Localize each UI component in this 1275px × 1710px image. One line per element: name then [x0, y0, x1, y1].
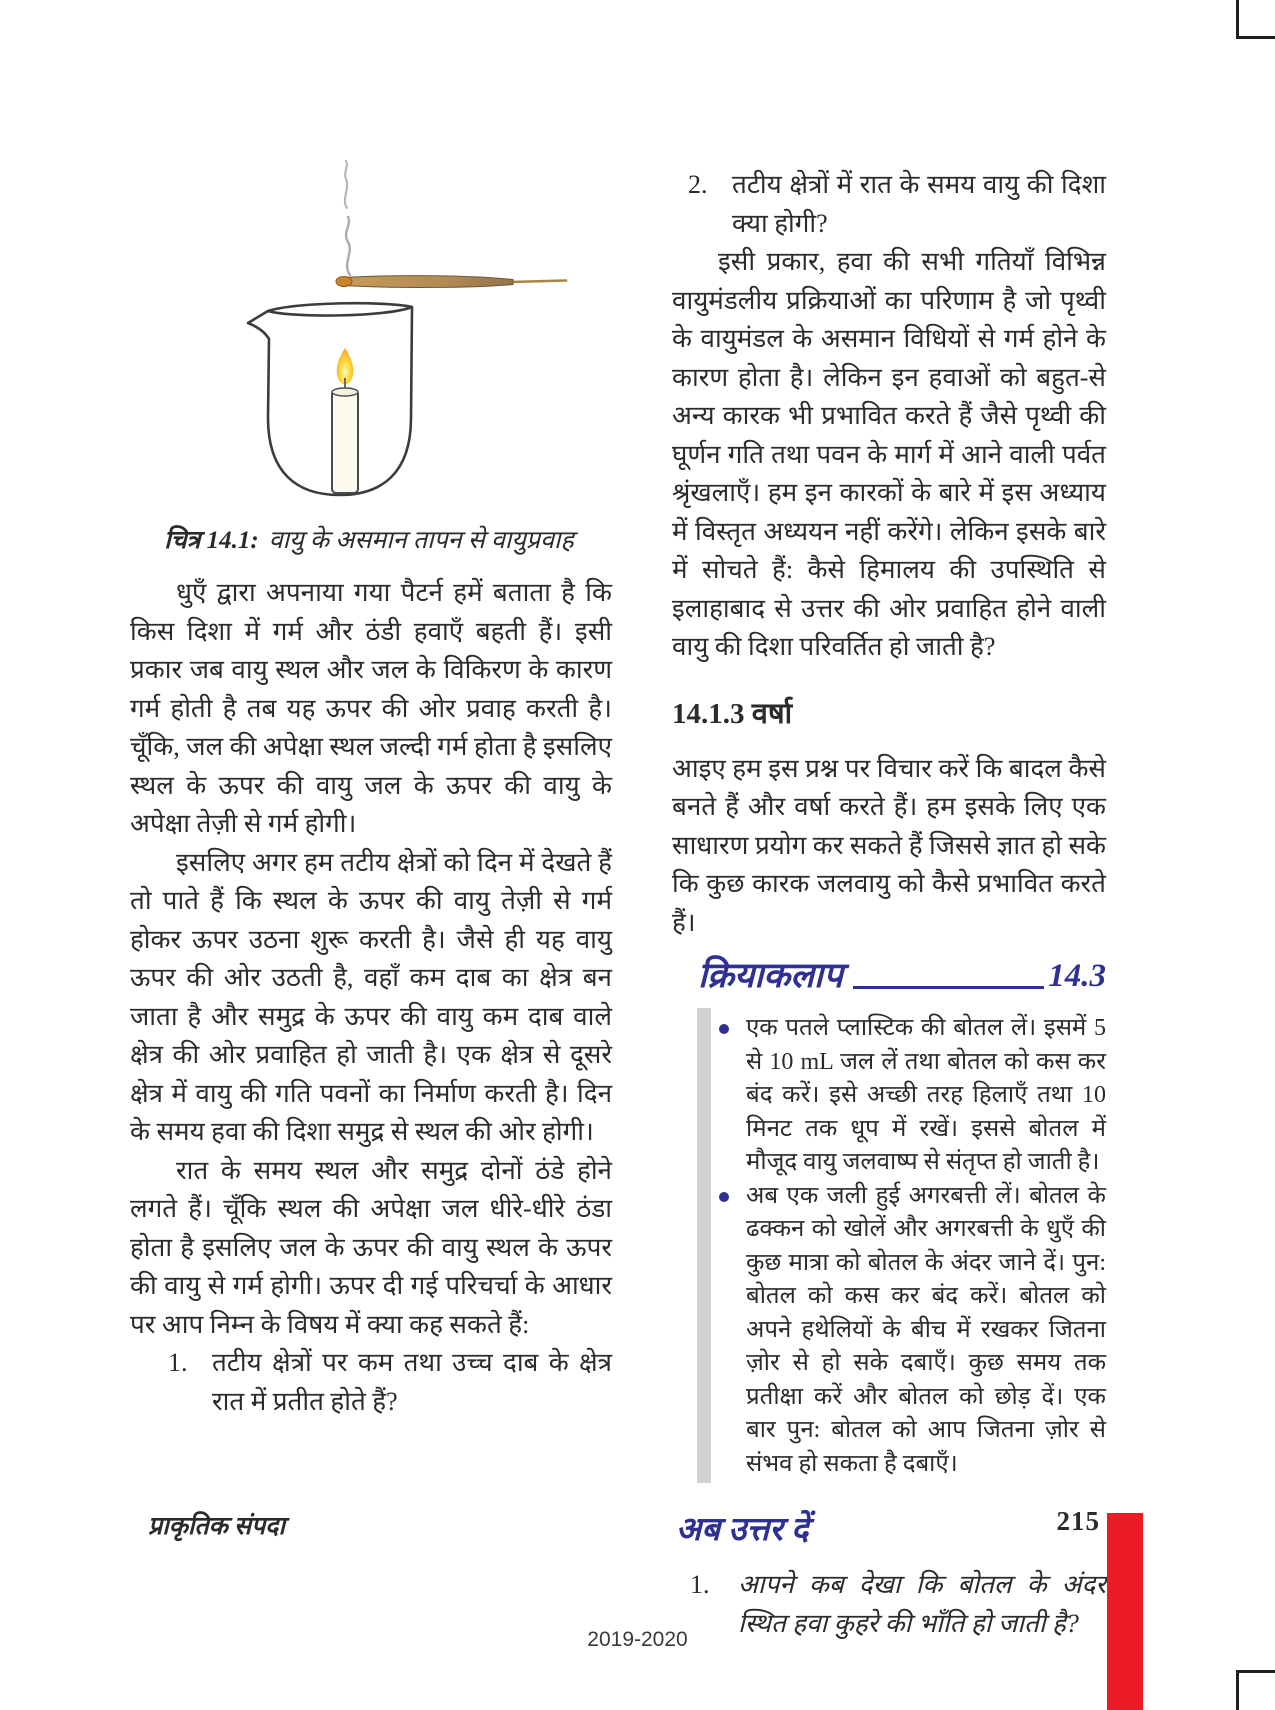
paragraph: इसी प्रकार, हवा की सभी गतियाँ विभिन्न वायुमंडलीय प्रक्रियाओं का परिणाम है जो पृथ्वी के वायुमंडल के असमान विधियों से गर्म होने के कारण होता है। लेकिन इन हवाओं को बहुत-से अन्य कारक भी प्रभावित करते हैं जैसे पृथ्वी की घूर्णन गति तथा पवन के मार्ग में आने वाली पर्वत श्रृंखलाएँ। हम इन कारकों के बारे में इस अध्याय में विस्तृत अध्ययन नहीं करेंगे। लेकिन इसके बारे में सोचते हैं: कैसे हिमालय की उपस्थिति से इलाहाबाद से उत्तर की ओर प्रवाहित होने वाली वायु की दिशा परिवर्तित हो जाती है? — [672, 247, 1106, 661]
chapter-footer-title: प्राकृतिक संपदा — [148, 1513, 285, 1540]
figure-candle-beaker — [210, 156, 590, 508]
question-item-1 — [168, 1344, 612, 1421]
crop-mark-top-right — [1236, 36, 1275, 39]
question-text: तटीय क्षेत्रों में रात के समय वायु की दिशा क्या होगी? — [732, 170, 1106, 238]
paragraph: आइए हम इस प्रश्न पर विचार करें कि बादल कैसे बनते हैं और वर्षा करते हैं। हम इसके लिए एक साधारण प्रयोग कर सकते हैं जिससे ज्ञात हो सके कि कुछ कारक जलवायु को कैसे प्रभावित करते हैं। — [672, 753, 1106, 937]
question-number: 1. — [690, 1570, 710, 1599]
activity-label: क्रियाकलाप — [698, 956, 843, 995]
question-number: 2. — [688, 170, 708, 199]
incense-stick-icon — [336, 276, 566, 288]
activity-step-1 — [746, 1012, 1106, 1180]
activity-step-2 — [746, 1180, 1106, 1482]
activity-step-text: एक पतले प्लास्टिक की बोतल लें। इसमें 5 से 10 mL जल लें तथा बोतल को कस कर बंद करें। इसे अच्छी तरह हिलाएँ तथा 10 मिनट तक धूप में रखें। इससे बोतल में मौजूद वायु जलवाष्प से संतृप्त हो जाती है। — [746, 1015, 1106, 1175]
paragraph: रात के समय स्थल और समुद्र दोनों ठंडे होने लगते हैं। चूँकि स्थल की अपेक्षा जल धीरे-धीरे ठंडा होता है इसलिए जल के ऊपर की वायु स्थल के ऊपर की वायु से गर्म होगी। ऊपर दी गई परिचर्चा के आधार पर आप निम्न के विषय में क्या कह सकते हैं: — [130, 1155, 612, 1339]
candle-in-beaker-illustration — [210, 156, 590, 508]
activity-heading — [698, 956, 1106, 996]
activity-side-bar — [697, 1008, 711, 1483]
page-number: 215 — [1056, 1506, 1100, 1536]
paragraph: इसलिए अगर हम तटीय क्षेत्रों को दिन में देखते हैं तो पाते हैं कि स्थल के ऊपर की वायु तेज़ी से गर्म होकर ऊपर उठना शुरू करती है। जैसे ही यह वायु ऊपर की ओर उठती है, वहाँ कम दाब का क्षेत्र बन जाता है और समुद्र के ऊपर की वायु कम दाब वाले क्षेत्र की ओर प्रवाहित हो जाती है। एक क्षेत्र से दूसरे क्षेत्र में वायु की गति पवनों का निर्माण करती है। दिन के समय हवा की दिशा समुद्र से स्थल की ओर होगी। — [130, 847, 612, 1146]
left-column — [130, 574, 612, 1421]
crop-mark-top-right — [1236, 0, 1239, 38]
figure-caption — [138, 522, 600, 556]
crop-mark-bottom-right — [1236, 1670, 1275, 1673]
bullet-icon — [719, 1192, 729, 1202]
edition-year: 2019-2020 — [587, 1628, 688, 1651]
activity-rule — [853, 986, 1044, 989]
activity-box — [672, 1006, 1106, 1485]
activity-step-text: अब एक जली हुई अगरबत्ती लें। बोतल के ढक्कन को खोलें और अगरबत्ती के धुएँ की कुछ मात्रा को बोतल के अंदर जाने दें। पुन: बोतल को कस कर बंद करें। बोतल को अपने हथेलियों के बीच में रखकर जितना ज़ोर से हो सके दबाएँ। कुछ समय तक प्रतीक्षा करें और बोतल को छोड़ दें। एक बार पुन: बोतल को आप जितना ज़ोर से संभव हो सकता है दबाएँ। — [746, 1182, 1106, 1477]
question-number: 1. — [168, 1348, 188, 1377]
question-item-2 — [688, 166, 1106, 243]
beaker-icon — [248, 303, 412, 495]
section-heading-14-1-3: 14.1.3 वर्षा — [672, 697, 793, 730]
question-text: तटीय क्षेत्रों पर कम तथा उच्च दाब के क्षेत्र रात में प्रतीत होते हैं? — [212, 1348, 612, 1416]
paragraph: धुएँ द्वारा अपनाया गया पैटर्न हमें बताता है कि किस दिशा में गर्म और ठंडी हवाएँ बहती हैं। इसी प्रकार जब वायु स्थल और जल के विकिरण के कारण गर्म होती है तब यह ऊपर की ओर प्रवाह करती है। चूँकि, जल की अपेक्षा स्थल जल्दी गर्म होता है इसलिए स्थल के ऊपर की वायु जल के ऊपर की वायु के अपेक्षा तेज़ी से गर्म होगी। — [130, 578, 612, 838]
figure-caption-label: चित्र 14.1: — [164, 527, 259, 554]
crop-mark-bottom-right — [1236, 1670, 1239, 1710]
question-text: आपने कब देखा कि बोतल के अंदर स्थित हवा कुहरे की भाँति हो जाती है? — [738, 1570, 1106, 1638]
right-column — [672, 166, 1106, 1643]
figure-caption-text: वायु के असमान तापन से वायुप्रवाह — [268, 527, 574, 554]
bullet-icon — [719, 1024, 729, 1034]
smoke-icon — [345, 161, 350, 275]
answer-section-heading: अब उत्तर दें — [676, 1512, 809, 1548]
page-edge-red-bar — [1107, 1513, 1143, 1710]
activity-number: 14.3 — [1048, 958, 1106, 994]
